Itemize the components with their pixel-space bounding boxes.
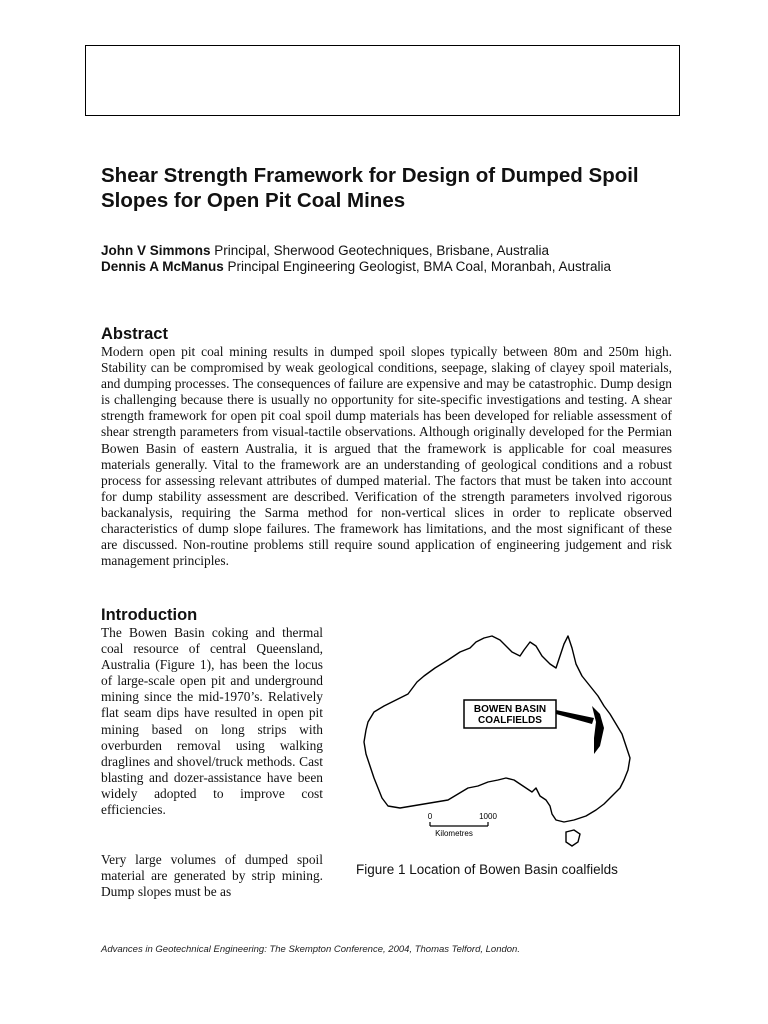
tasmania-outline [566,830,580,846]
australia-outline [364,636,630,822]
coalfields-region [592,706,604,754]
header-box [85,45,680,116]
paper-title: Shear Strength Framework for Design of Dumped Spoil Slopes for Open Pit Coal Mines [101,164,639,212]
author-list [101,243,661,274]
coalfields-label-line2: COALFIELDS [478,715,542,726]
australia-map-figure [360,630,660,860]
coalfields-pointer-arrow [556,710,594,724]
abstract-heading: Abstract [101,325,168,343]
coalfields-label-line1: BOWEN BASIN [473,704,547,715]
author-entry [101,243,661,258]
scale-unit-label: Kilometres [435,829,473,838]
scale-label-zero: 0 [427,812,433,821]
author-affiliation: Principal, Sherwood Geotechniques, Brisbane, Australia [214,243,549,258]
figure-caption: Figure 1 Location of Bowen Basin coalfields [356,862,618,877]
introduction-heading: Introduction [101,606,198,624]
author-affiliation: Principal Engineering Geologist, BMA Coal, Moranbah, Australia [227,259,611,274]
footer-citation: Advances in Geotechnical Engineering: The Skempton Conference, 2004, Thomas Telford, London. [101,944,520,955]
author-entry [101,259,611,274]
author-name: John V Simmons [101,243,211,258]
abstract-body: Modern open pit coal mining results in dumped spoil slopes typically between 80m and 250m high. Stability can be compromised by weak geological conditions, seepage, slaking of clayey spoil materials, and dumping processes. The consequences of failure are expensive and may be catastrophic. Dump design is challenging because there is usually no opportunity for site-specific investigations and testing. A shear strength framework for open pit coal spoil dump materials has been developed for reliable assessment of shear strength parameters from visual-tactile observations. Although originally developed for the Permian Bowen Basin of eastern Australia, it is argued that the framework is applicable for coal measures materials generally. Vital to the framework are an understanding of geological conditions and a robust process for assessing relevant attributes of dumped material. The factors that must be taken into account for dump stability assessment are described. Verification of the strength parameters involved rigorous backanalysis, requiring the Sarma method for non-vertical slices in order to replicate observed characteristics of dump slope failures. The framework has limitations, and the most significant of these are discussed. Non-routine problems still require sound application of engineering judgement and risk management principles. [101,344,672,569]
scale-label-max: 1000 [479,812,497,821]
author-name: Dennis A McManus [101,259,224,274]
intro-paragraph: Very large volumes of dumped spoil material are generated by strip mining. Dump slopes must be as [101,852,323,900]
intro-paragraph: The Bowen Basin coking and thermal coal resource of central Queensland, Australia (Figure 1), has been the locus of large-scale open pit and underground mining since the mid-1970’s. Relatively flat seam dips have resulted in open pit mining based on long strips with overburden removal using walking draglines and shovel/truck methods. Cast blasting and dozer-assistance have been widely adopted to improve cost efficiencies. [101,625,323,818]
